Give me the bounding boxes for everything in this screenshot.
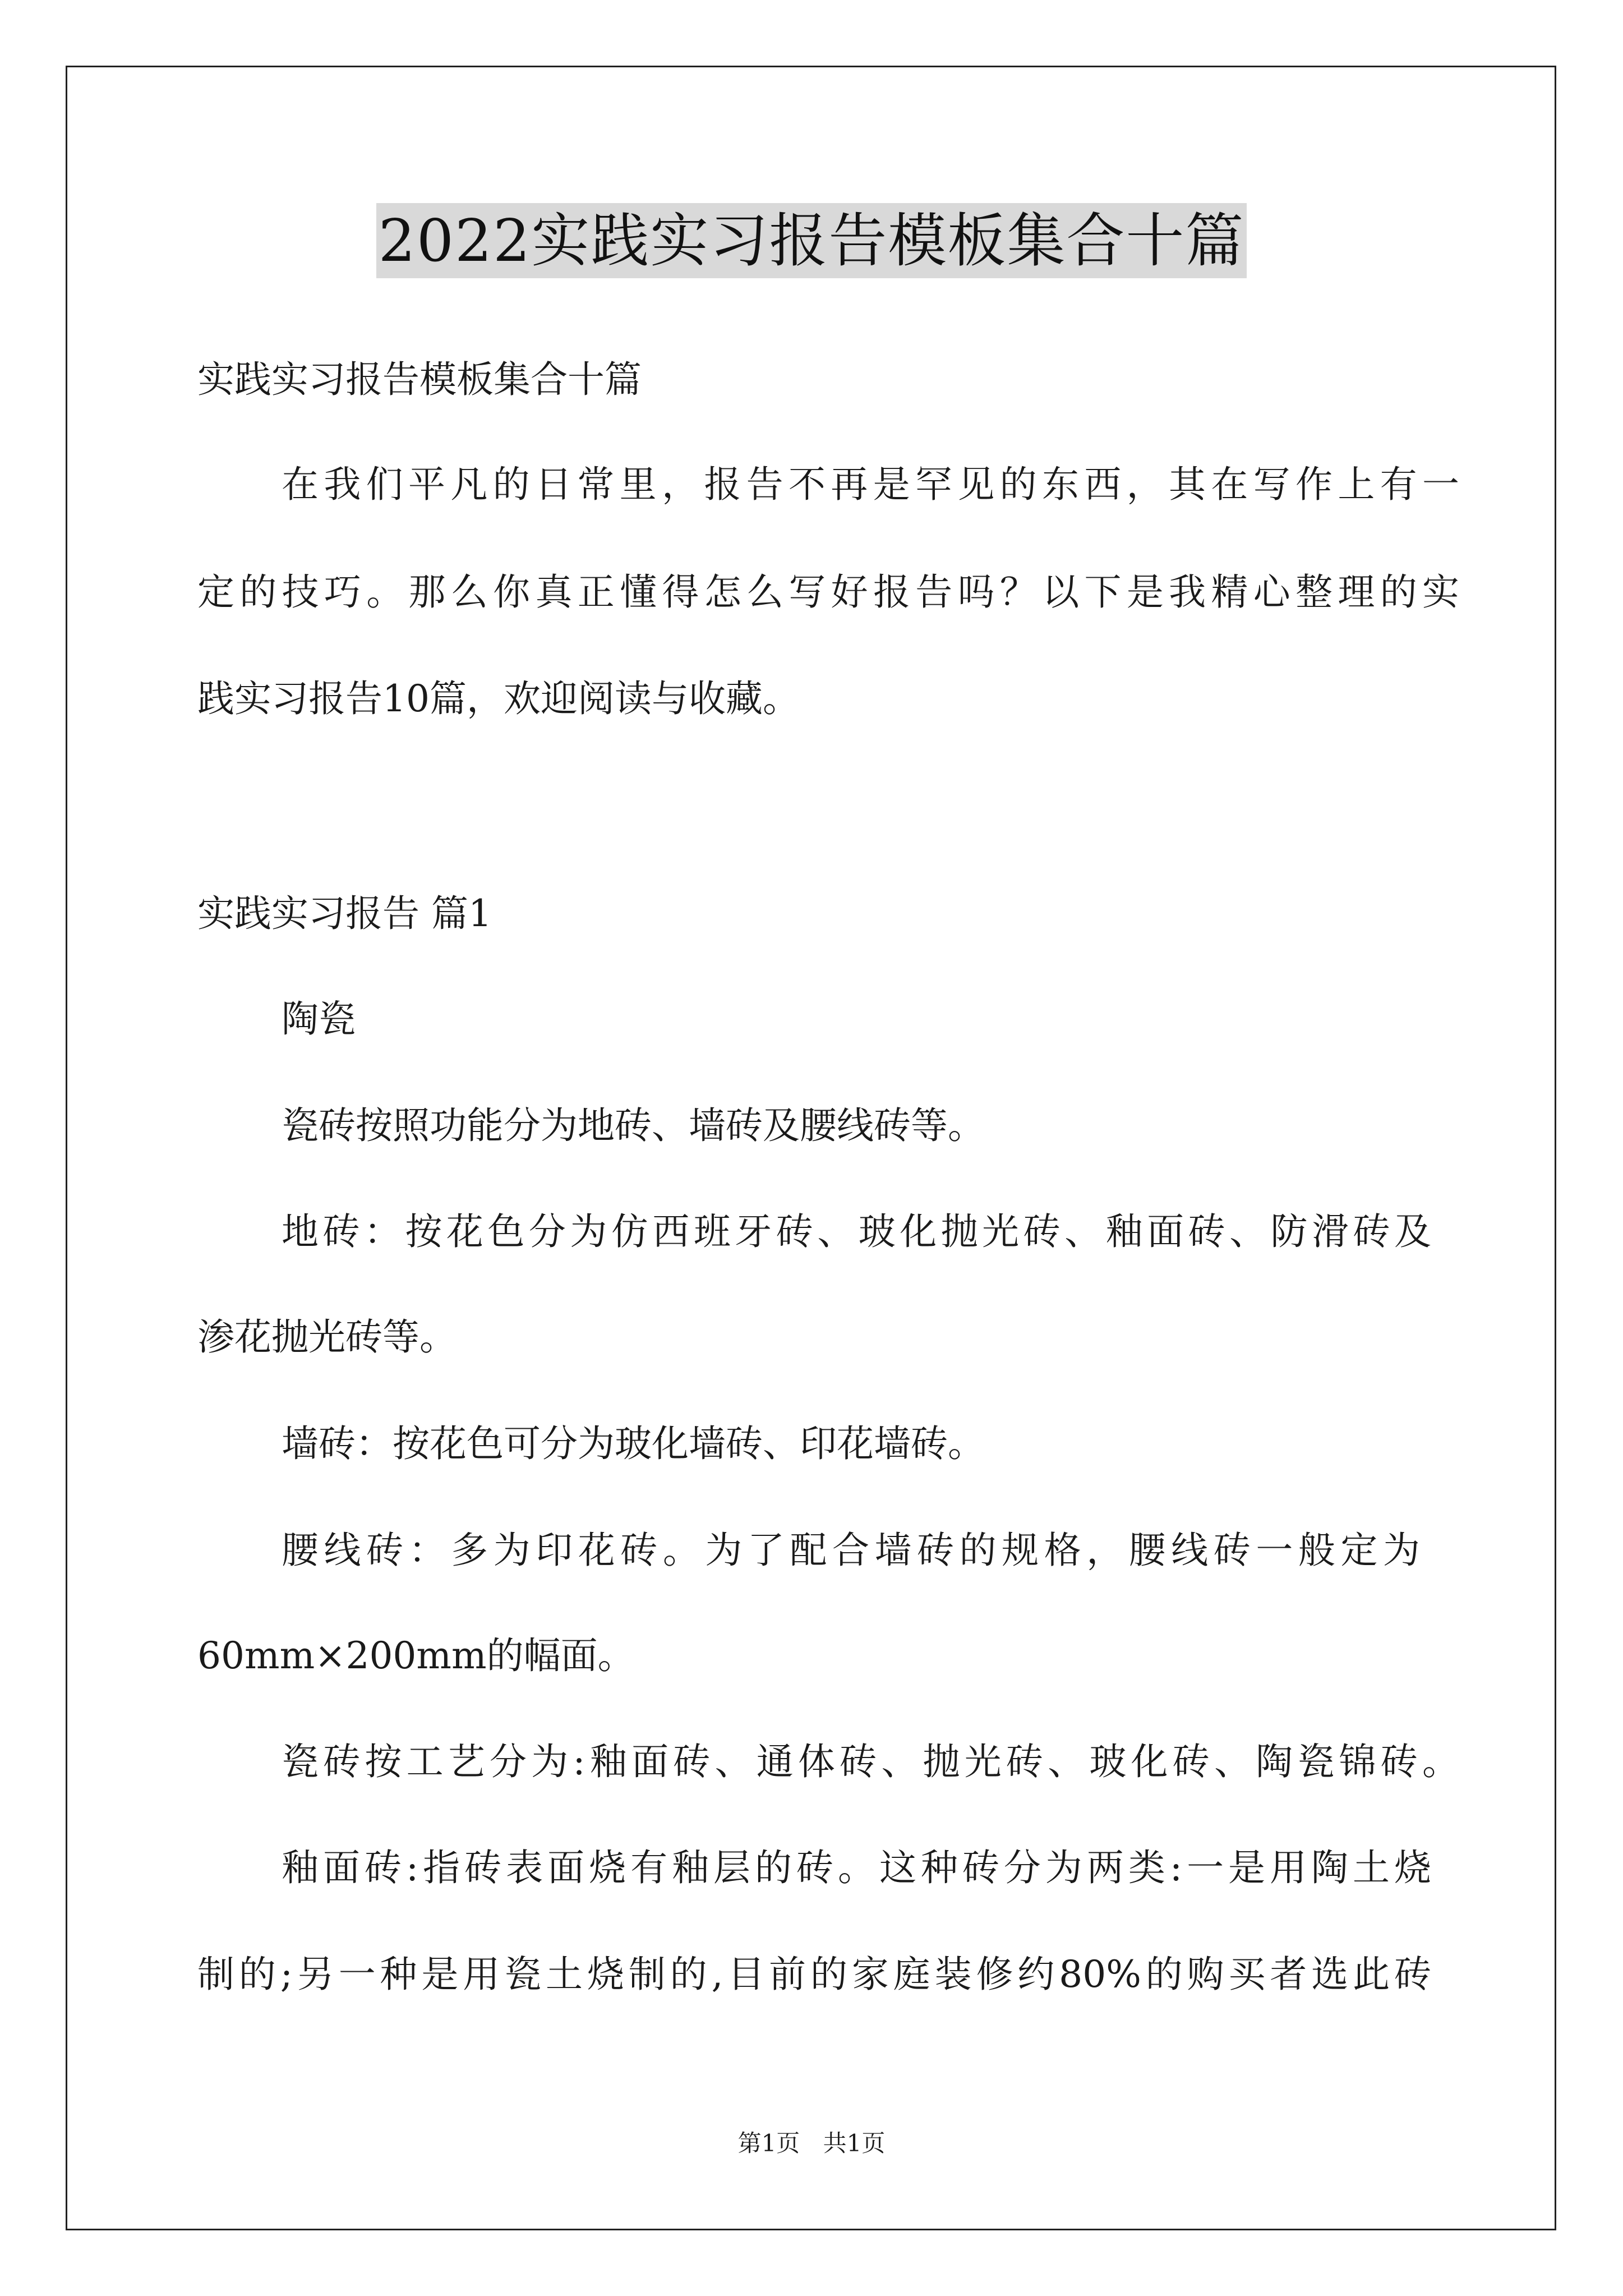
body-paragraph-4-line-1: 腰线砖：多为印花砖。为了配合墙砖的规格，腰线砖一般定为 bbox=[282, 1529, 1420, 1572]
body-topic: 陶瓷 bbox=[282, 997, 356, 1041]
title-container bbox=[0, 203, 1623, 278]
body-paragraph-3: 墙砖：按花色可分为玻化墙砖、印花墙砖。 bbox=[282, 1422, 985, 1465]
section-heading: 实践实习报告 篇1 bbox=[197, 892, 492, 935]
intro-line-1: 在我们平凡的日常里，报告不再是罕见的东西，其在写作上有一 bbox=[282, 463, 1459, 506]
document-title: 2022实践实习报告模板集合十篇 bbox=[376, 203, 1247, 278]
page-number-total: 共1页 bbox=[823, 2129, 886, 2157]
body-paragraph-6-line-1: 釉面砖:指砖表面烧有釉层的砖。这种砖分为两类:一是用陶土烧 bbox=[282, 1846, 1431, 1889]
body-paragraph-2-line-1: 地砖：按花色分为仿西班牙砖、玻化抛光砖、釉面砖、防滑砖及 bbox=[282, 1210, 1431, 1253]
intro-line-3: 践实习报告10篇，欢迎阅读与收藏。 bbox=[197, 677, 800, 720]
page-footer bbox=[0, 2129, 1623, 2158]
body-paragraph-2-line-2: 渗花抛光砖等。 bbox=[197, 1315, 457, 1359]
subtitle: 实践实习报告模板集合十篇 bbox=[197, 358, 642, 401]
body-paragraph-4-line-2: 60mm×200mm的幅面。 bbox=[197, 1634, 635, 1677]
body-paragraph-6-line-2: 制的;另一种是用瓷土烧制的,目前的家庭装修约80%的购买者选此砖 bbox=[197, 1953, 1431, 1996]
intro-line-2: 定的技巧。那么你真正懂得怎么写好报告吗？以下是我精心整理的实 bbox=[197, 570, 1459, 614]
page-number-current: 第1页 bbox=[737, 2129, 800, 2157]
body-paragraph-5: 瓷砖按工艺分为:釉面砖、通体砖、抛光砖、玻化砖、陶瓷锦砖。 bbox=[282, 1740, 1459, 1783]
body-paragraph-1: 瓷砖按照功能分为地砖、墙砖及腰线砖等。 bbox=[282, 1104, 985, 1147]
